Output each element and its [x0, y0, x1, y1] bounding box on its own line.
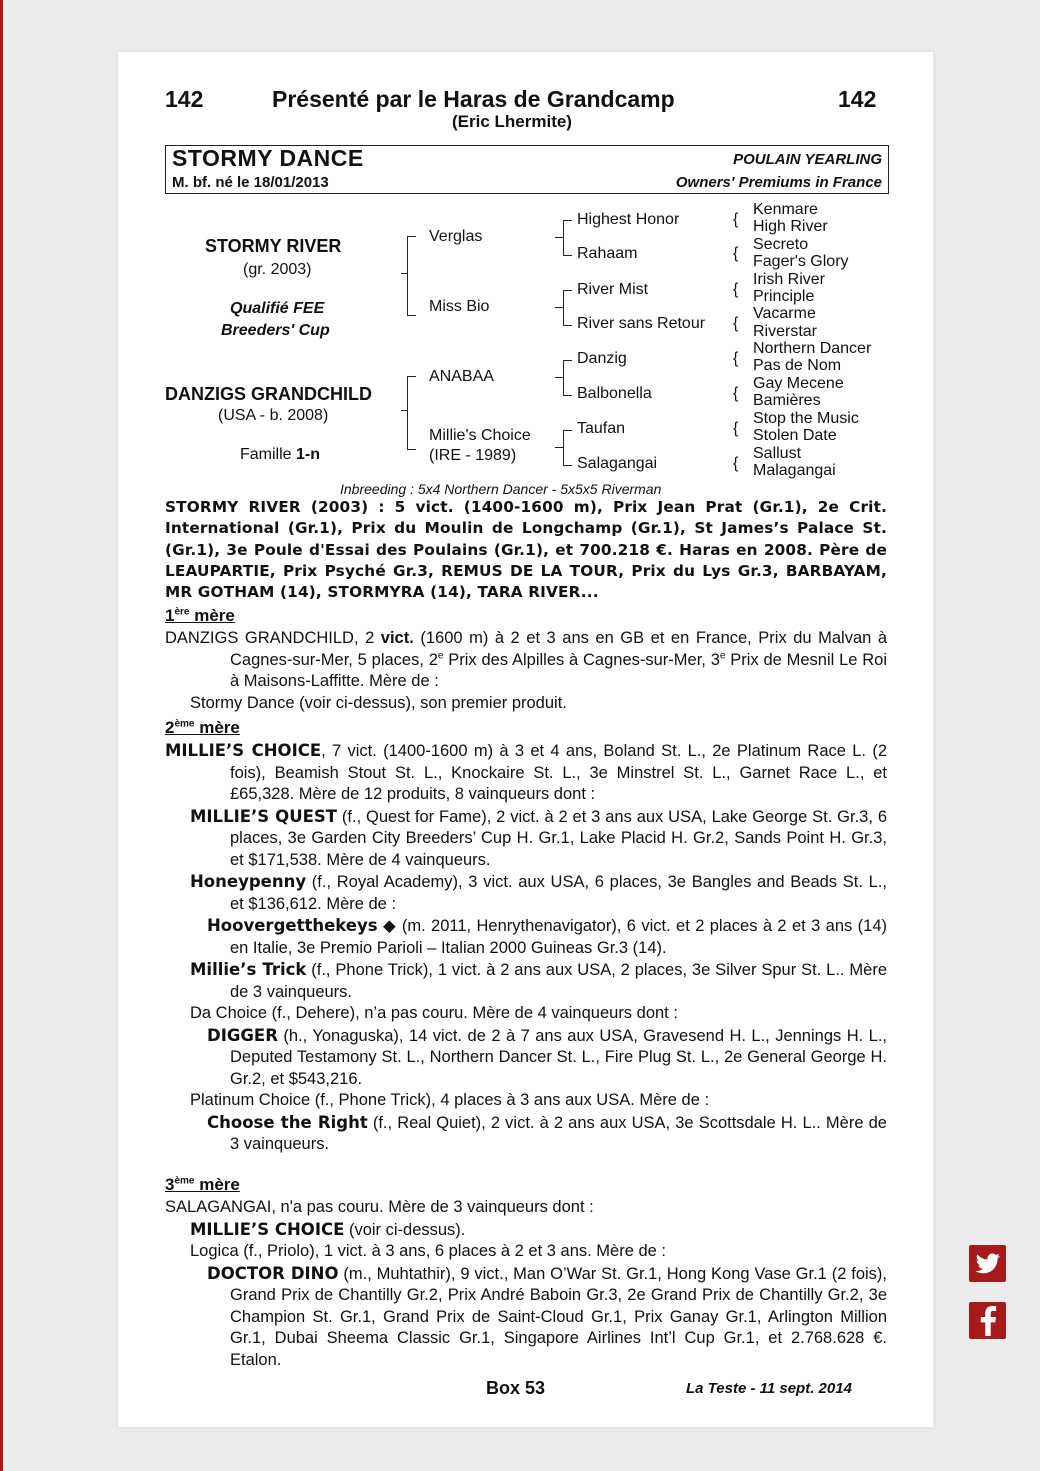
pedigree-gen3-7: Taufan: [577, 420, 626, 437]
consignor-subtitle: (Eric Lhermite): [452, 112, 572, 131]
section-second-dam: 2ème mère: [165, 718, 240, 737]
pedigree-gen2-3: ANABAA: [429, 368, 494, 385]
pedigree-gen4-8: Riverstar: [753, 323, 818, 340]
section-first-dam: 1ère mère: [165, 606, 235, 625]
pedigree-gen3-5: Danzig: [577, 350, 627, 367]
pedigree-gen4-4: Fager's Glory: [753, 253, 849, 270]
pedigree-gen4-6: Principle: [753, 288, 815, 305]
facebook-button[interactable]: [969, 1302, 1006, 1339]
pedigree-gen3-4: River sans Retour: [577, 315, 706, 332]
inbreeding-note: Inbreeding : 5x4 Northern Dancer - 5x5x5 Riverman: [340, 481, 662, 497]
pedigree-gen4-16: Malagangai: [753, 462, 836, 479]
pedigree-gen4-15: Sallust: [753, 445, 802, 462]
pedigree-gen4-12: Bamières: [753, 392, 821, 409]
pedigree-gen2-4-info: (IRE - 1989): [429, 447, 517, 464]
sire-name: STORMY RIVER: [205, 236, 342, 256]
pedigree-gen3-6: Balbonella: [577, 385, 652, 402]
twitter-button[interactable]: [969, 1245, 1006, 1282]
sire-info: (gr. 2003): [243, 261, 312, 278]
twitter-icon: [975, 1253, 1001, 1275]
pedigree-gen4-5: Irish River: [753, 271, 826, 288]
footer-sale: La Teste - 11 sept. 2014: [686, 1380, 852, 1397]
pedigree-gen4-13: Stop the Music: [753, 410, 859, 427]
pedigree-gen3-1: Highest Honor: [577, 211, 680, 228]
pedigree-gen4-11: Gay Mecene: [753, 375, 844, 392]
second-dam-text: MILLIE’S CHOICE, 7 vict. (1400-1600 m) à 3 et 4 ans, Boland St. L., 2e Platinum Race L. (2 fois), Beamish Stout St. L., Knockaire St. L., 3e Minstrel St. L., Garnet Race L., et £65,328. Mère de 12 produits, 8 vainqueurs dont : MILLIE’S QUEST (f., Quest for Fame), 2 vict. à 2 et 3 ans aux USA, Lake George St. Gr.3, 6 places, 3e Garden City Breeders’ Cup H. Gr.1, Lake Placid H. Gr.2, Sands Point H. Gr.3, et $171,538. Mère de 4 vainqueurs. Honeypenny (f., Royal Academy), 3 vict. aux USA, 6 places, 3e Bangles and Beads St. L., et $136,612. Mère de : Hoovergetthekeys ◆ (m. 2011, Henrythenavigator), 6 vict. et 2 places à 2 et 3 ans (14) en Italie, 3e Premio Parioli – Italian 2000 Guineas Gr.3 (14). Millie’s Trick (f., Phone Trick), 1 vict. à 2 ans aux USA, 2 places, 3e Silver Spur St. L.. Mère de 3 vainqueurs. Da Choice (f., Dehere), n’a pas couru. Mère de 4 vainqueurs dont : DIGGER (h., Yonaguska), 14 vict. de 2 à 7 ans aux USA, Gravesend H. L., Jennings H. L., Deputed Testamony St. L., Northern Dancer St. L., Fire Plug St. L., 2e General George H. Gr.2, et $543,216. Platinum Choice (f., Phone Trick), 4 places à 3 ans aux USA. Mère de : Choose the Right (f., Real Quiet), 2 vict. à 2 ans aux USA, 3e Scottsdale H. L.. Mère de 3 vainqueurs.: [165, 741, 888, 1153]
pedigree-gen4-1: Kenmare: [753, 201, 818, 218]
pedigree-gen4-2: High River: [753, 218, 828, 235]
lot-number-right: 142: [838, 86, 877, 112]
pedigree-gen2-1: Verglas: [429, 228, 483, 245]
lot-number-left: 142: [165, 86, 204, 112]
pedigree-gen4-3: Secreto: [753, 236, 809, 253]
pedigree-gen2-4: Millie's Choice: [429, 427, 531, 444]
third-dam-text: SALAGANGAI, n'a pas couru. Mère de 3 vainqueurs dont : MILLIE’S CHOICE (voir ci-dessus). Logica (f., Priolo), 1 vict. à 3 ans, 6 places à 2 et 3 ans. Mère de : DOCTOR DINO (m., Muhtathir), 9 vict., Man O’War St. Gr.1, Hong Kong Vase Gr.1 (2 fois), Grand Prix de Chantilly Gr.2, Prix André Baboin Gr.3, 2e Grand Prix de Chantilly Gr.2, 3e Champion St. Gr.1, Grand Prix de Saint-Cloud Gr.1, Prix Ganay Gr.1, Arlington Million Gr.1, Dubai Sheema Classic Gr.1, Singapore Airlines Int’l Cup Gr.1, et 2.768.628 €. Etalon.: [165, 1198, 887, 1369]
dam-family: Famille 1-n: [240, 446, 321, 463]
horse-name: STORMY DANCE: [172, 145, 364, 171]
pedigree-gen3-8: Salagangai: [577, 455, 658, 472]
sire-note-fee: Qualifié FEE: [230, 300, 325, 317]
page-title: Présenté par le Haras de Grandcamp: [272, 86, 675, 112]
footer-box: Box 53: [486, 1378, 546, 1398]
pedigree-gen3-2: Rahaam: [577, 245, 638, 262]
pedigree-gen4-9: Northern Dancer: [753, 340, 872, 357]
sire-record: STORMY RIVER (2003) : 5 vict. (1400-1600 m), Prix Jean Prat (Gr.1), 2e Crit. International (Gr.1), Prix du Moulin de Longchamp (Gr.1), St James’s Palace St. (Gr.1), 3e Poule d'Essai des Poulains (Gr.1), et 700.218 €. Haras en 2008. Père de LEAUPARTIE, Prix Psyché Gr.3, REMUS DE LA TOUR, Prix du Lys Gr.3, BARBAYAM, MR GOTHAM (14), STORMYRA (14), TARA RIVER...: [165, 498, 887, 602]
premiums-note: Owners' Premiums in France: [675, 174, 882, 191]
pedigree-gen3-3: River Mist: [577, 281, 649, 298]
section-third-dam: 3ème mère: [165, 1175, 240, 1194]
pedigree-gen2-2: Miss Bio: [429, 298, 490, 315]
left-edge-line: [0, 0, 3, 1471]
horse-type: POULAIN YEARLING: [733, 151, 882, 168]
dam-info: (USA - b. 2008): [218, 407, 329, 424]
dam-name: DANZIGS GRANDCHILD: [165, 384, 372, 404]
horse-sex-birth: M. bf. né le 18/01/2013: [172, 174, 329, 191]
bracket-dam: [407, 376, 416, 450]
bracket-sire: [407, 236, 416, 316]
pedigree-gen4-14: Stolen Date: [753, 427, 837, 444]
sire-note-bc: Breeders' Cup: [221, 322, 330, 339]
pedigree-gen4-10: Pas de Nom: [753, 357, 842, 374]
pedigree-gen4-7: Vacarme: [753, 305, 816, 322]
facebook-icon: [979, 1306, 997, 1336]
first-dam-text: DANZIGS GRANDCHILD, 2 vict. (1600 m) à 2 et 3 ans en GB et en France, Prix du Malvan à Cagnes-sur-Mer, 5 places, 2e Prix des Alpilles à Cagnes-sur-Mer, 3e Prix de Mesnil Le Roi à Maisons-Laffitte. Mère de : Stormy Dance (voir ci-dessus), son premier produit.: [165, 629, 888, 712]
